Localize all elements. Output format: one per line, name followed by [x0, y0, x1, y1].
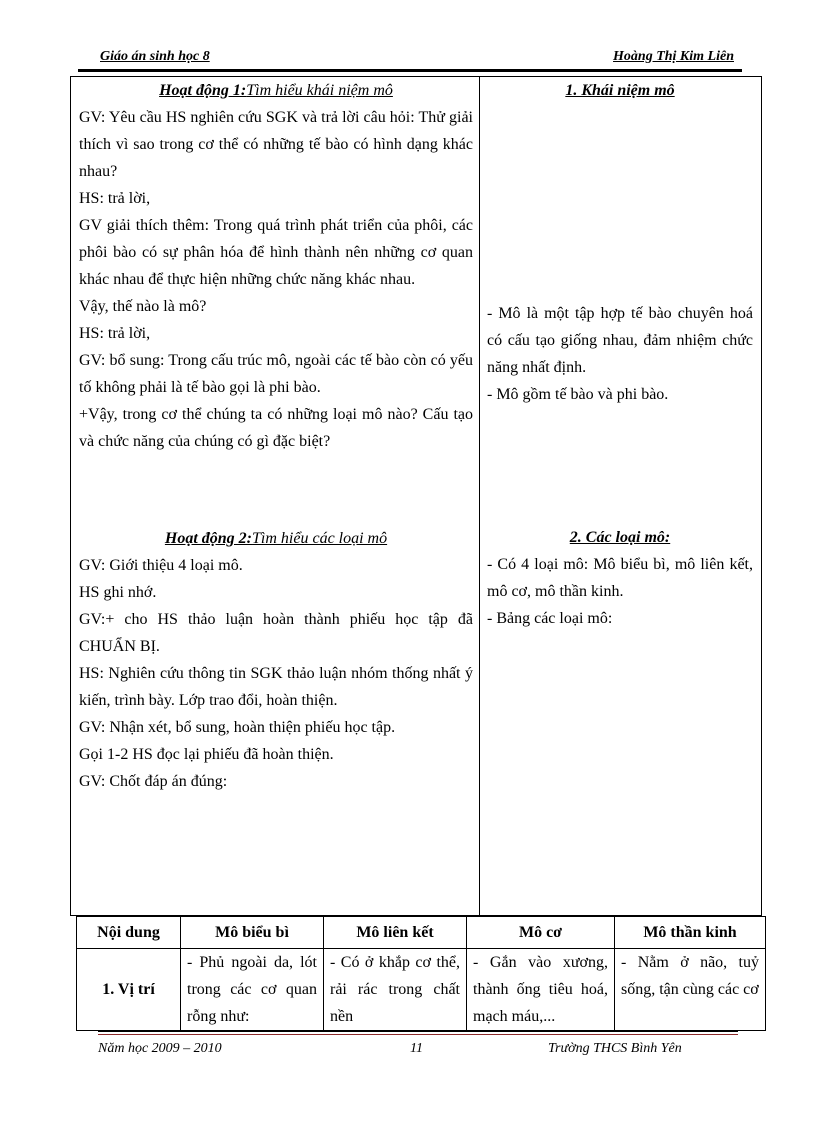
concept-definition-block — [487, 300, 753, 408]
footer-school-name: Trường THCS Bình Yên — [548, 1041, 682, 1056]
table-cell: - Phủ ngoài da, lót trong các cơ quan rỗng như: — [181, 949, 324, 1031]
table-cell: 1. Vị trí — [77, 949, 181, 1031]
activity-2-subtitle: Tìm hiểu các loại mô — [252, 530, 388, 547]
activity-1-heading — [79, 77, 473, 104]
table-cell: - Gắn vào xương, thành ống tiêu hoá, mạch máu,... — [467, 949, 615, 1031]
section-2-title: 2. Các loại mô: — [569, 529, 671, 546]
footer-rule — [98, 1030, 738, 1032]
footer-rule-accent — [98, 1034, 738, 1035]
tissue-types-block — [487, 524, 753, 632]
activity-1-title: Hoạt động 1: — [159, 82, 247, 99]
section-2-heading — [487, 524, 753, 551]
paragraph: GV:+ cho HS thảo luận hoàn thành phiếu học tập đã CHUẨN BỊ. — [79, 611, 473, 655]
paragraph: - Mô gồm tế bào và phi bào. — [487, 386, 669, 403]
table-cell: - Có ở khắp cơ thể, rải rác trong chất nền — [324, 949, 467, 1031]
section-1-title: 1. Khái niệm mô — [565, 82, 675, 99]
activity-2-title: Hoạt động 2: — [164, 530, 253, 547]
paragraph: - Bảng các loại mô: — [487, 610, 613, 627]
table-header: Mô thần kinh — [615, 917, 766, 949]
paragraph: GV giải thích thêm: Trong quá trình phát triển của phôi, các phôi bào có sự phân hóa để hình thành nên những cơ quan khác nhau để thực hiện những chức năng khác nhau. — [79, 217, 473, 288]
table-header: Mô liên kết — [324, 917, 467, 949]
table-row — [77, 949, 766, 1031]
paragraph: - Mô là một tập hợp tế bào chuyên hoá có cấu tạo giống nhau, đảm nhiệm chức năng nhất định. — [487, 305, 753, 376]
section-1-heading — [487, 77, 753, 104]
paragraph: GV: Nhận xét, bổ sung, hoàn thiện phiếu học tập. — [79, 719, 396, 736]
paragraph: HS ghi nhớ. — [79, 584, 157, 601]
footer-page-number: 11 — [410, 1041, 423, 1056]
activity-1-subtitle: Tìm hiểu khái niệm mô — [246, 82, 393, 99]
concept-heading-block — [487, 77, 753, 104]
table-header-row — [77, 917, 766, 949]
activity-1-block — [79, 77, 473, 455]
paragraph: GV: Chốt đáp án đúng: — [79, 773, 228, 790]
paragraph: - Có 4 loại mô: Mô biểu bì, mô liên kết, mô cơ, mô thần kinh. — [487, 556, 753, 600]
paragraph: +Vậy, trong cơ thể chúng ta có những loại mô nào? Cấu tạo và chức năng của chúng có gì đặc biệt? — [79, 406, 473, 450]
table-header: Mô cơ — [467, 917, 615, 949]
paragraph: Vậy, thế nào là mô? — [79, 298, 207, 315]
paragraph: GV: bổ sung: Trong cấu trúc mô, ngoài các tế bào còn có yếu tố không phải là tế bào gọi là phi bào. — [79, 352, 473, 396]
activity-2-block — [79, 525, 473, 795]
paragraph: GV: Giới thiệu 4 loại mô. — [79, 557, 243, 574]
header-author: Hoàng Thị Kim Liên — [613, 49, 734, 64]
paragraph: HS: trả lời, — [79, 190, 151, 207]
paragraph: GV: Yêu cầu HS nghiên cứu SGK và trả lời câu hỏi: Thử giải thích vì sao trong cơ thể có những tế bào có hình dạng khác nhau? — [79, 109, 473, 180]
column-divider — [479, 76, 480, 916]
table-cell: - Nằm ở não, tuỷ sống, tận cùng các cơ — [615, 949, 766, 1031]
header-rule — [78, 69, 742, 72]
footer-school-year: Năm học 2009 – 2010 — [98, 1041, 222, 1056]
tissue-table — [76, 916, 766, 1031]
table-header: Mô biểu bì — [181, 917, 324, 949]
paragraph: Gọi 1-2 HS đọc lại phiếu đã hoàn thiện. — [79, 746, 334, 763]
paragraph: HS: Nghiên cứu thông tin SGK thảo luận nhóm thống nhất ý kiến, trình bày. Lớp trao đổi, hoàn thiện. — [79, 665, 473, 709]
table-header: Nội dung — [77, 917, 181, 949]
activity-2-heading — [79, 525, 473, 552]
paragraph: HS: trả lời, — [79, 325, 151, 342]
header-subject: Giáo án sinh học 8 — [100, 49, 210, 64]
